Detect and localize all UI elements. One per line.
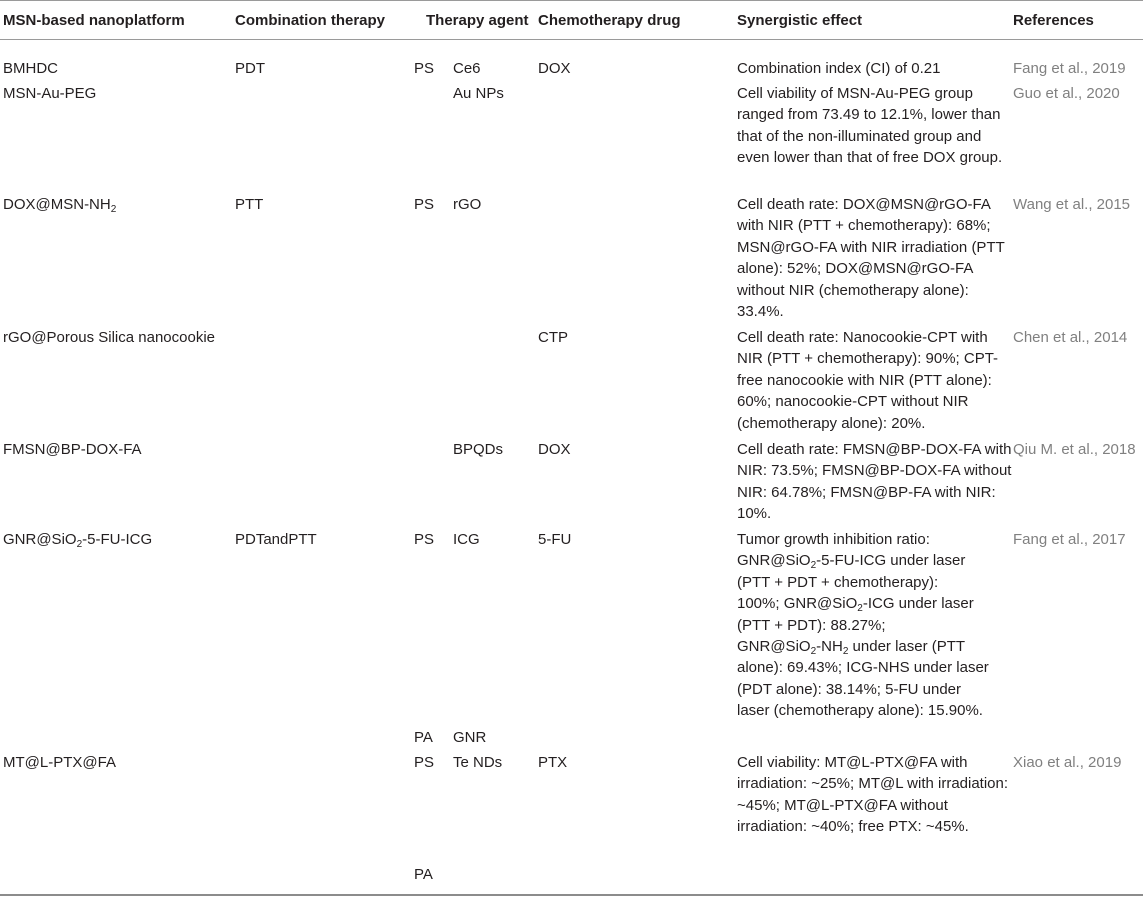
row-0-agent-type: PS — [414, 60, 435, 77]
row-1-agent: Au NPs — [453, 85, 504, 102]
row-2-agent-type: PS — [414, 196, 435, 213]
row-8-agent-type: PA — [414, 866, 433, 883]
row-3-drug: CTP — [538, 329, 568, 346]
row-3-effect: Cell death rate: Nanocookie-CPT with NIR (PTT + chemotherapy): 90%; CPT-free nanocookie with NIR (PTT alone): 60%; nanocookie-CPT without NIR (chemotherapy alone): 20%. — [737, 329, 999, 432]
row-5-therapy: PDTandPTT — [235, 531, 317, 548]
row-5-effect: Tumor growth inhibition ratio: GNR@SiO$_2$-5-FU-ICG under laser (PTT + PDT + chemotherapy): 100%; GNR@SiO$_2$-ICG under laser (PTT + PDT): 88.27%; $GNR@SiO_2-NH_2$ under laser (PTT alone): 69.43%; ICG-NHS under laser (PDT alone): 38.14%; 5-FU under laser (chemotherapy alone): 15.90%. — [737, 531, 989, 720]
header-effect: Synergistic effect — [737, 12, 863, 29]
row-4-drug: DOX — [538, 441, 571, 458]
row-0-reference: Fang et al., 2019 — [1013, 60, 1126, 77]
row-0-therapy: PDT — [235, 60, 265, 77]
row-3-reference: Chen et al., 2014 — [1013, 329, 1128, 346]
row-3-platform: rGO@Porous Silica nanocookie — [3, 329, 215, 346]
row-0-agent: Ce6 — [453, 60, 481, 77]
row-4-reference: Qiu M. et al., 2018 — [1013, 441, 1136, 458]
row-5-reference: Fang et al., 2017 — [1013, 531, 1126, 548]
row-0-effect: Combination index (CI) of 0.21 — [737, 60, 941, 77]
row-0-drug: DOX — [538, 60, 571, 77]
row-4-effect: Cell death rate: FMSN@BP-DOX-FA with NIR: 73.5%; FMSN@BP-DOX-FA without NIR: 64.78%; FMSN@BP-FA with NIR: 10%. — [737, 441, 1012, 523]
row-7-reference: Xiao et al., 2019 — [1013, 754, 1122, 771]
row-1-effect: Cell viability of MSN-Au-PEG group ranged from 73.49 to 12.1%, lower than that of the non-illuminated group and even lower than that of free DOX group. — [737, 85, 1003, 167]
row-2-effect: Cell death rate: DOX@MSN@rGO-FA with NIR (PTT + chemotherapy): 68%; MSN@rGO-FA with NIR irradiation (PTT alone): 52%; DOX@MSN@rGO-FA without NIR (chemotherapy alone): 33.4%. — [737, 196, 1005, 321]
row-7-agent: Te NDs — [453, 754, 503, 771]
row-1-reference: Guo et al., 2020 — [1013, 85, 1120, 102]
row-5-agent: ICG — [453, 531, 480, 548]
header-references: References — [1013, 12, 1094, 29]
row-4-agent: BPQDs — [453, 441, 504, 458]
row-5-drug: 5-FU — [538, 531, 572, 548]
row-5-platform: GNR@SiO$_2$-5-FU-ICG — [3, 531, 153, 550]
row-1-platform: MSN-Au-PEG — [3, 85, 97, 102]
row-2-platform: $DOX@MSN-NH_2$ — [3, 196, 117, 215]
row-7-drug: PTX — [538, 754, 568, 771]
header-agent: Therapy agent — [426, 12, 529, 29]
row-7-effect: Cell viability: MT@L-PTX@FA with irradiation: ~25%; MT@L with irradiation: ~45%; MT@L-PTX@FA without irradiation: ~40%; free PTX: ~45%. — [737, 754, 1009, 836]
bottom-rule — [0, 894, 1143, 896]
top-rule — [0, 0, 1143, 1]
header-rule — [0, 39, 1143, 40]
header-platform: MSN-based nanoplatform — [3, 12, 185, 29]
header-therapy: Combination therapy — [235, 12, 386, 29]
row-2-agent: rGO — [453, 196, 482, 213]
row-6-agent-type: PA — [414, 729, 433, 746]
row-4-platform: FMSN@BP-DOX-FA — [3, 441, 142, 458]
row-0-platform: BMHDC — [3, 60, 58, 77]
row-5-agent-type: PS — [414, 531, 435, 548]
row-7-agent-type: PS — [414, 754, 435, 771]
header-drug: Chemotherapy drug — [538, 12, 681, 29]
row-2-reference: Wang et al., 2015 — [1013, 196, 1131, 213]
row-6-agent: GNR — [453, 729, 487, 746]
row-7-platform: MT@L-PTX@FA — [3, 754, 116, 771]
row-2-therapy: PTT — [235, 196, 264, 213]
